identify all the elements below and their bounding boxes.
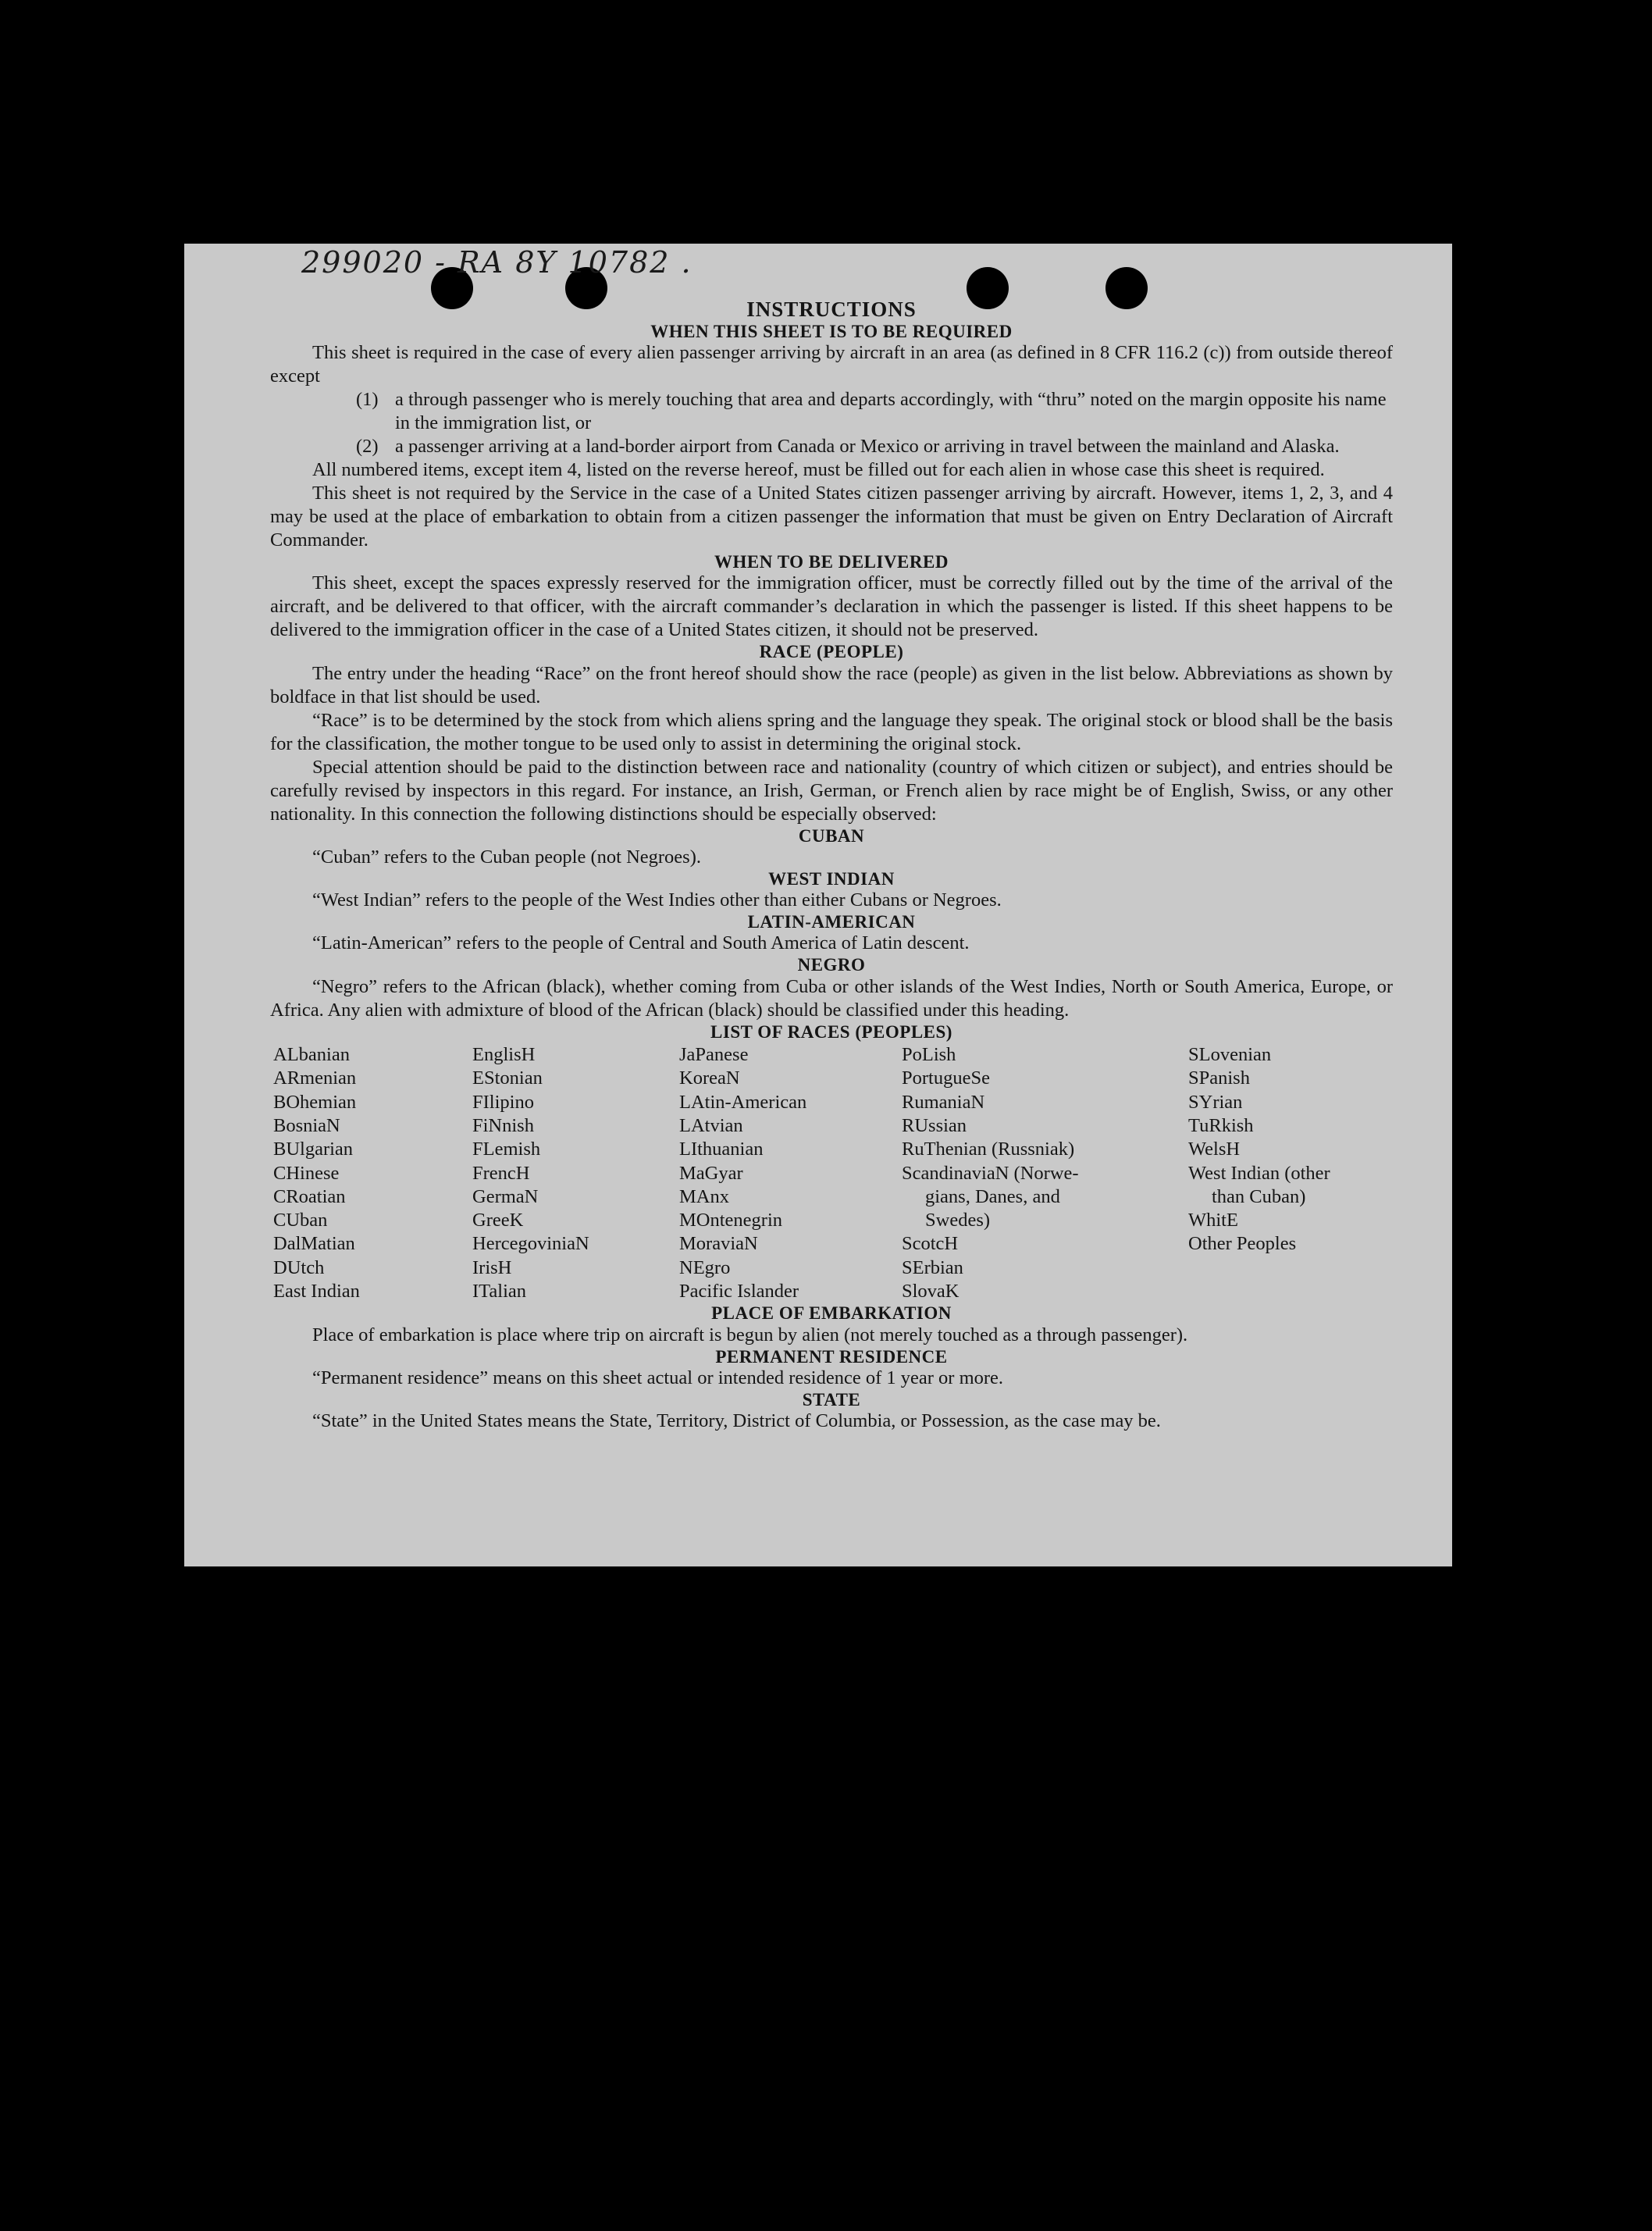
race-item: ARmenian <box>273 1067 357 1089</box>
page-title: INSTRUCTIONS <box>746 298 917 321</box>
races-list-heading: LIST OF RACES (PEOPLES) <box>710 1021 952 1042</box>
race-item: GreeK <box>472 1210 524 1231</box>
race-item: ScandinaviaN (Norwe- <box>902 1162 1079 1184</box>
race-item: LAtvian <box>679 1114 743 1136</box>
races-column <box>273 1043 472 1303</box>
race-item: SYrian <box>1188 1091 1243 1113</box>
latin-american-text: “Latin-American” refers to the people of Central and South America of Latin descent. <box>312 932 970 954</box>
race-item: SLovenian <box>1188 1044 1272 1066</box>
races-column <box>1188 1043 1391 1303</box>
race-item: SPanish <box>1188 1067 1250 1089</box>
race-item: CRoatian <box>273 1185 346 1207</box>
state-text: “State” in the United States means the State, Territory, District of Columbia, or Possession, as the case may be. <box>312 1410 1161 1432</box>
embarkation-heading: PLACE OF EMBARKATION <box>711 1303 952 1324</box>
race-item: GermaN <box>472 1185 539 1207</box>
west-indian-heading: WEST INDIAN <box>768 868 895 889</box>
race-item: Other Peoples <box>1188 1233 1297 1255</box>
race-item: EStonian <box>472 1067 543 1089</box>
negro-text: “Negro” refers to the African (black), whether coming from Cuba or other islands of the West Indies, North or South America, Europe, or Africa. Any alien with admixture of blood of the African (black) should be classified under this heading. <box>270 975 1393 1021</box>
race-item: DalMatian <box>273 1233 355 1255</box>
cuban-text: “Cuban” refers to the Cuban people (not Negroes). <box>312 846 701 868</box>
race-item: ALbanian <box>273 1044 350 1066</box>
race-item: TuRkish <box>1188 1114 1254 1136</box>
residence-heading: PERMANENT RESIDENCE <box>715 1346 948 1367</box>
punch-hole-4 <box>1105 267 1148 309</box>
race-item: PoLish <box>902 1044 956 1066</box>
race-item: ScotcH <box>902 1233 959 1255</box>
exception-1-number: (1) <box>356 388 379 410</box>
races-column <box>472 1043 679 1303</box>
handwritten-note: 299020 - RA 8Y 10782 . <box>301 245 692 280</box>
exception-2 <box>270 435 1393 458</box>
race-item: LAtin-American <box>679 1091 807 1113</box>
cuban-heading: CUBAN <box>798 825 865 846</box>
latin-american-heading: LATIN-AMERICAN <box>747 912 916 932</box>
race-item: LIthuanian <box>679 1139 764 1160</box>
race-item: FIlipino <box>472 1091 534 1113</box>
exception-2-text: a passenger arriving at a land-border airport from Canada or Mexico or arriving in travel between the mainland and Alaska. <box>395 435 1340 457</box>
when-delivered-heading: WHEN TO BE DELIVERED <box>714 551 949 572</box>
negro-heading: NEGRO <box>797 955 866 975</box>
race-item: CHinese <box>273 1162 340 1184</box>
race-item: EnglisH <box>472 1044 536 1066</box>
race-para2: “Race” is to be determined by the stock from which aliens spring and the language they speak. The original stock or blood shall be the basis for the classification, the mother tongue to be used only to assist in determining the original stock. <box>270 709 1393 754</box>
race-item: MAnx <box>679 1185 729 1207</box>
race-item: MOntenegrin <box>679 1210 782 1231</box>
race-item: than Cuban) <box>1212 1185 1306 1207</box>
race-item: DUtch <box>273 1256 325 1278</box>
race-item: HercegoviniaN <box>472 1233 589 1255</box>
race-item: FrencH <box>472 1162 530 1184</box>
race-item: West Indian (other <box>1188 1162 1330 1184</box>
race-item: BOhemian <box>273 1091 357 1113</box>
exception-2-number: (2) <box>356 435 379 457</box>
exception-1-text: a through passenger who is merely touching that area and departs accordingly, with “thru” noted on the margin opposite his name in the immigration list, or <box>395 388 1387 433</box>
race-item: PortugueSe <box>902 1067 990 1089</box>
race-item: East Indian <box>273 1281 360 1303</box>
race-item: ITalian <box>472 1281 527 1303</box>
race-item: gians, Danes, and <box>925 1185 1060 1207</box>
race-item: BosniaN <box>273 1114 340 1136</box>
when-required-para2: All numbered items, except item 4, listed on the reverse hereof, must be filled out for each alien in whose case this sheet is required. <box>312 458 1325 480</box>
race-item: IrisH <box>472 1256 512 1278</box>
race-item: SlovaK <box>902 1281 960 1303</box>
embarkation-text: Place of embarkation is place where trip on aircraft is begun by alien (not merely touched as a through passenger). <box>312 1324 1188 1345</box>
state-heading: STATE <box>802 1389 861 1410</box>
race-item: WelsH <box>1188 1139 1241 1160</box>
race-item: JaPanese <box>679 1044 749 1066</box>
residence-text: “Permanent residence” means on this sheet actual or intended residence of 1 year or more. <box>312 1367 1004 1388</box>
punch-hole-3 <box>967 267 1009 309</box>
race-item: NEgro <box>679 1256 731 1278</box>
races-list <box>273 1043 1393 1303</box>
race-para1: The entry under the heading “Race” on the front hereof should show the race (people) as given in the list below. Abbreviations as shown by boldface in that list should be used. <box>270 662 1393 707</box>
race-heading: RACE (PEOPLE) <box>759 642 904 662</box>
race-item: RUssian <box>902 1114 967 1136</box>
race-item: CUban <box>273 1210 328 1231</box>
race-item: KoreaN <box>679 1067 740 1089</box>
race-para3: Special attention should be paid to the distinction between race and nationality (country of which citizen or subject), and entries should be carefully revised by inspectors in this regard. For instance, an Irish, German, or French alien by race might be of English, Swiss, or any other nationality. In this connection the following distinctions should be especially observed: <box>270 756 1393 825</box>
race-item: WhitE <box>1188 1210 1238 1231</box>
race-item: MoraviaN <box>679 1233 758 1255</box>
exception-1 <box>270 388 1393 435</box>
race-item: BUlgarian <box>273 1139 354 1160</box>
form-sheet <box>184 244 1452 1566</box>
when-required-intro: This sheet is required in the case of every alien passenger arriving by aircraft in an area (as defined in 8 CFR 116.2 (c)) from outside thereof except <box>270 341 1393 387</box>
races-column <box>679 1043 902 1303</box>
race-item: MaGyar <box>679 1162 743 1184</box>
race-item: RumaniaN <box>902 1091 985 1113</box>
race-item: FLemish <box>472 1139 541 1160</box>
race-item: RuThenian (Russniak) <box>902 1139 1075 1160</box>
when-delivered-text: This sheet, except the spaces expressly reserved for the immigration officer, must be correctly filled out by the time of the arrival of the aircraft, and be delivered to that officer, with the aircraft commander’s declaration in which the passenger is listed. If this sheet happens to be delivered to the immigration officer in the case of a United States citizen, it should not be preserved. <box>270 572 1393 641</box>
when-required-para3: This sheet is not required by the Service in the case of a United States citizen passenger arriving by aircraft. However, items 1, 2, 3, and 4 may be used at the place of embarkation to obtain from a citizen passenger the information that must be given on Entry Declaration of Aircraft Commander. <box>270 482 1393 551</box>
west-indian-text: “West Indian” refers to the people of the West Indies other than either Cubans or Negroes. <box>312 889 1002 911</box>
race-item: FiNnish <box>472 1114 534 1136</box>
race-item: SErbian <box>902 1256 963 1278</box>
race-item: Pacific Islander <box>679 1281 799 1303</box>
race-item: Swedes) <box>925 1210 991 1231</box>
races-column <box>902 1043 1188 1303</box>
when-required-heading: WHEN THIS SHEET IS TO BE REQUIRED <box>650 321 1013 341</box>
